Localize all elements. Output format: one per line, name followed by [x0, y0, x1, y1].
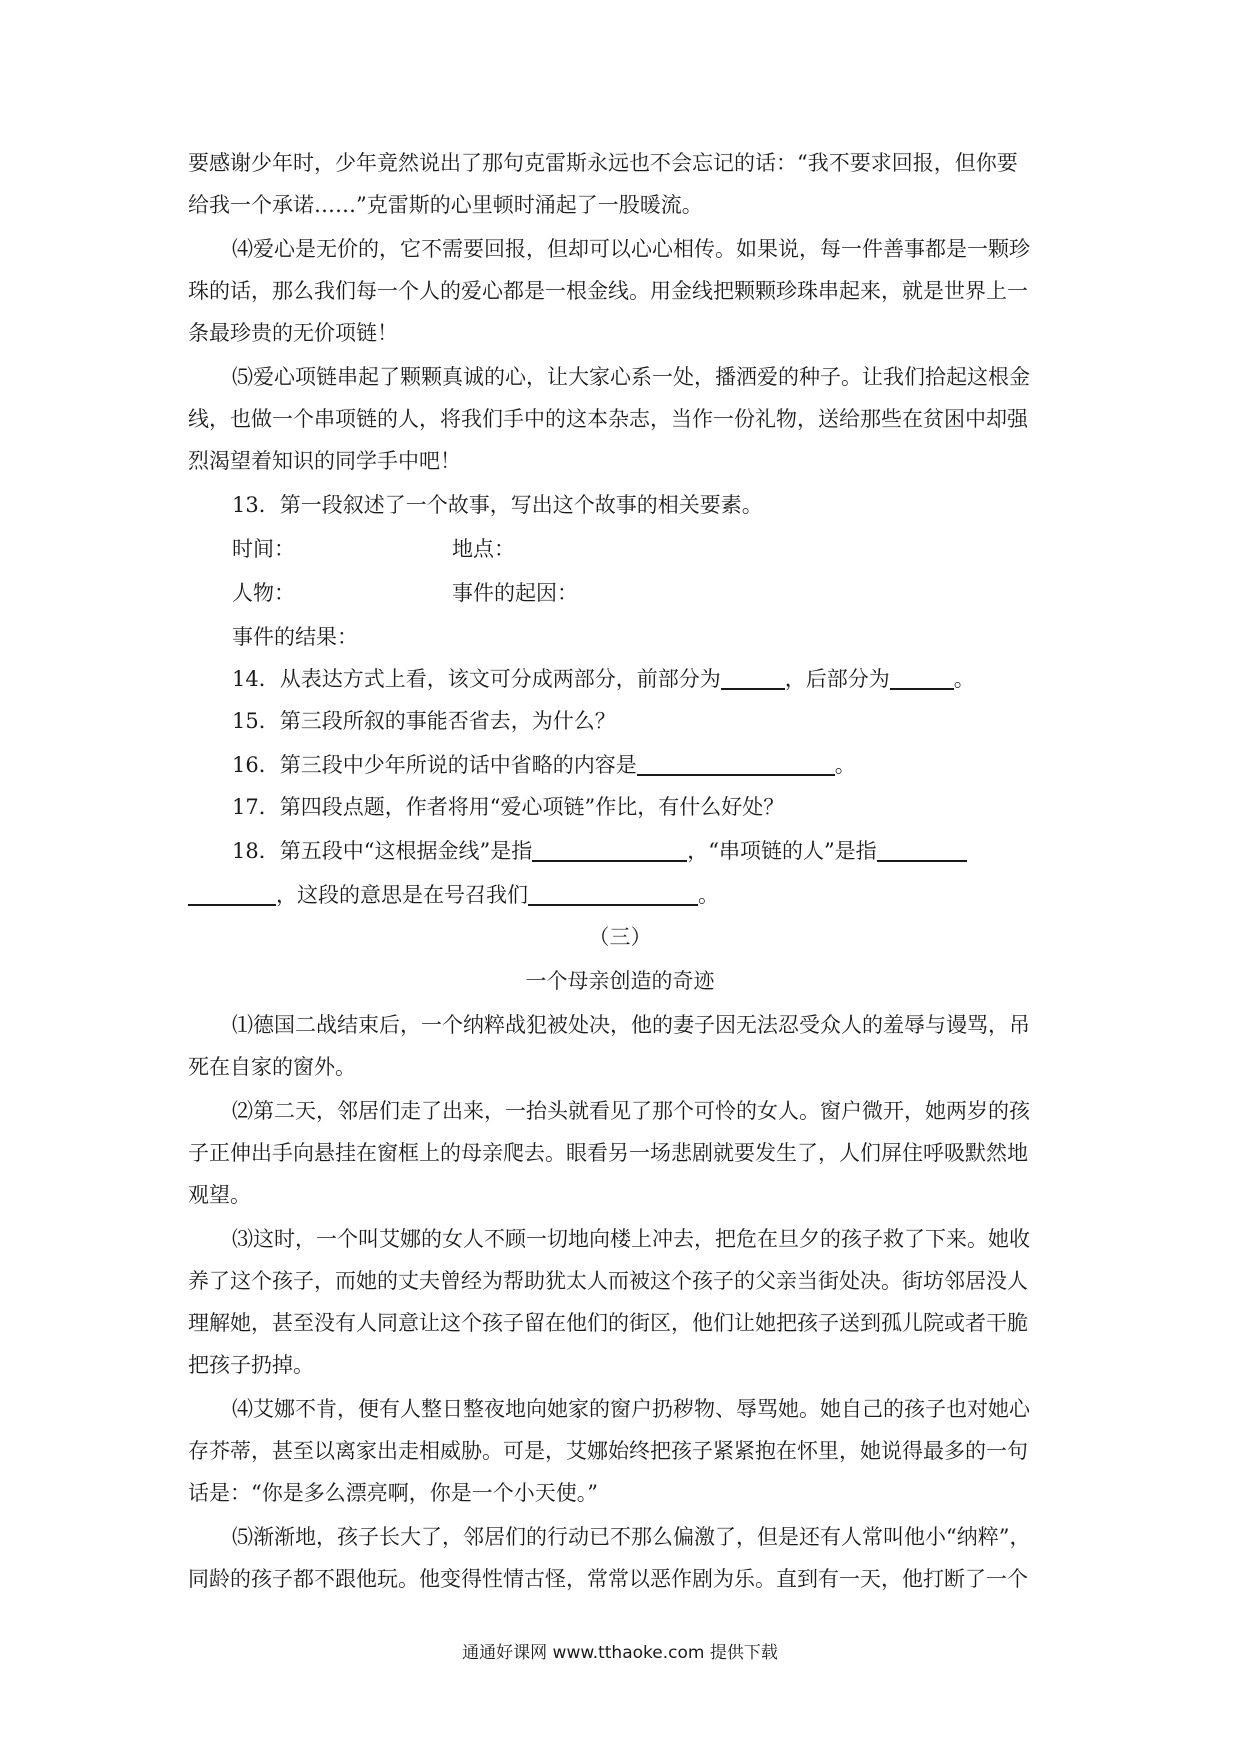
q18-text-d: 。 — [698, 883, 719, 907]
q18-blank-1[interactable] — [532, 838, 687, 862]
paragraph-line: 子正伸出手向悬挂在窗框上的母亲爬去。眼看另一场悲剧就要发生了，人们屏住呼吸默然地 — [188, 1141, 1028, 1165]
q14-blank-1[interactable] — [721, 666, 785, 690]
question-17: 17．第四段点题，作者将用“爱心项链”作比，有什么好处？ — [232, 795, 785, 819]
paragraph-line: 把孩子扔掉。 — [188, 1353, 314, 1377]
question-16 — [232, 750, 856, 780]
paragraph-line: ⑵第二天，邻居们走了出来，一抬头就看见了那个可怜的女人。窗户微开，她两岁的孩 — [232, 1099, 1030, 1123]
question-18 — [232, 836, 967, 866]
question-14 — [232, 664, 975, 694]
paragraph-line: ⑸渐渐地，孩子长大了，邻居们的行动已不那么偏激了，但是还有人常叫他小“纳粹”， — [232, 1525, 1031, 1549]
q18-blank-3[interactable] — [528, 882, 698, 906]
paragraph-line: 死在自家的窗外。 — [188, 1055, 356, 1079]
paragraph-line: 线，也做一个串项链的人，将我们手中的这本杂志，当作一份礼物，送给那些在贫困中却强 — [188, 407, 1028, 431]
q18-text-c: ，这段的意思是在号召我们 — [276, 883, 528, 907]
paragraph-line: 话是：“你是多么漂亮啊，你是一个小天使。” — [188, 1481, 598, 1505]
question-15: 15．第三段所叙的事能否省去，为什么？ — [232, 709, 616, 733]
q13-cause-label: 事件的起因： — [452, 581, 578, 605]
question-13: 13．第一段叙述了一个故事，写出这个故事的相关要素。 — [232, 493, 763, 517]
paragraph-line: ⑶这时，一个叫艾娜的女人不顾一切地向楼上冲去，把危在旦夕的孩子救了下来。她收 — [232, 1227, 1030, 1251]
q16-text-b: 。 — [834, 753, 856, 777]
q16-blank[interactable] — [637, 752, 835, 776]
paragraph-line: 条最珍贵的无价项链！ — [188, 321, 398, 345]
q14-text-b: ，后部分为 — [784, 667, 890, 691]
q18-blank-2[interactable] — [877, 838, 967, 862]
paragraph-line: ⑷爱心是无价的，它不需要回报，但却可以心心相传。如果说，每一件善事都是一颗珍 — [232, 237, 1030, 261]
q18-text-a: 18．第五段中“这根据金线”是指 — [232, 839, 533, 863]
q13-result-label: 事件的结果： — [232, 625, 358, 649]
q14-text-c: 。 — [953, 667, 975, 691]
q18-blank-2-cont[interactable] — [188, 882, 276, 906]
passage-title: 一个母亲创造的奇迹 — [525, 969, 715, 993]
paragraph-line: ⑴德国二战结束后，一个纳粹战犯被处决，他的妻子因无法忍受众人的羞辱与谩骂，吊 — [232, 1013, 1030, 1037]
paragraph-line: 理解她，甚至没有人同意让这个孩子留在他们的街区，他们让她把孩子送到孤儿院或者干脆 — [188, 1311, 1028, 1335]
paragraph-line: 烈渴望着知识的同学手中吧！ — [188, 449, 461, 473]
page-footer: 通通好课网 www.tthaoke.com 提供下载 — [462, 1643, 778, 1663]
q18-text-b: ，“串项链的人”是指 — [687, 839, 877, 863]
question-18-continued — [188, 880, 719, 910]
paragraph-line: 给我一个承诺……”克雷斯的心里顿时涌起了一股暖流。 — [188, 193, 703, 217]
paragraph-line: ⑷艾娜不肯，便有人整日整夜地向她家的窗户扔秽物、辱骂她。她自己的孩子也对她心 — [232, 1397, 1030, 1421]
paragraph-line: 珠的话，那么我们每一个人的爱心都是一根金线。用金线把颗颗珍珠串起来，就是世界上一 — [188, 279, 1028, 303]
paragraph-line: 同龄的孩子都不跟他玩。他变得性情古怪，常常以恶作剧为乐。直到有一天，他打断了一个 — [188, 1567, 1028, 1591]
section-number: （三） — [588, 925, 652, 949]
paragraph-line: 养了这个孩子，而她的丈夫曾经为帮助犹太人而被这个孩子的父亲当街处决。街坊邻居没人 — [188, 1269, 1028, 1293]
q13-time-label: 时间： — [232, 537, 295, 561]
q13-person-label: 人物： — [232, 581, 295, 605]
paragraph-line: 要感谢少年时，少年竟然说出了那句克雷斯永远也不会忘记的话：“我不要求回报，但你要 — [188, 151, 1018, 175]
q16-text-a: 16．第三段中少年所说的话中省略的内容是 — [232, 753, 637, 777]
paragraph-line: 存芥蒂，甚至以离家出走相威胁。可是，艾娜始终把孩子紧紧抱在怀里，她说得最多的一句 — [188, 1439, 1028, 1463]
q13-place-label: 地点： — [452, 537, 515, 561]
q14-blank-2[interactable] — [890, 666, 954, 690]
paragraph-line: ⑸爱心项链串起了颗颗真诚的心，让大家心系一处，播洒爱的种子。让我们拾起这根金 — [232, 365, 1030, 389]
paragraph-line: 观望。 — [188, 1183, 251, 1207]
q14-text-a: 14．从表达方式上看，该文可分成两部分，前部分为 — [232, 667, 721, 691]
